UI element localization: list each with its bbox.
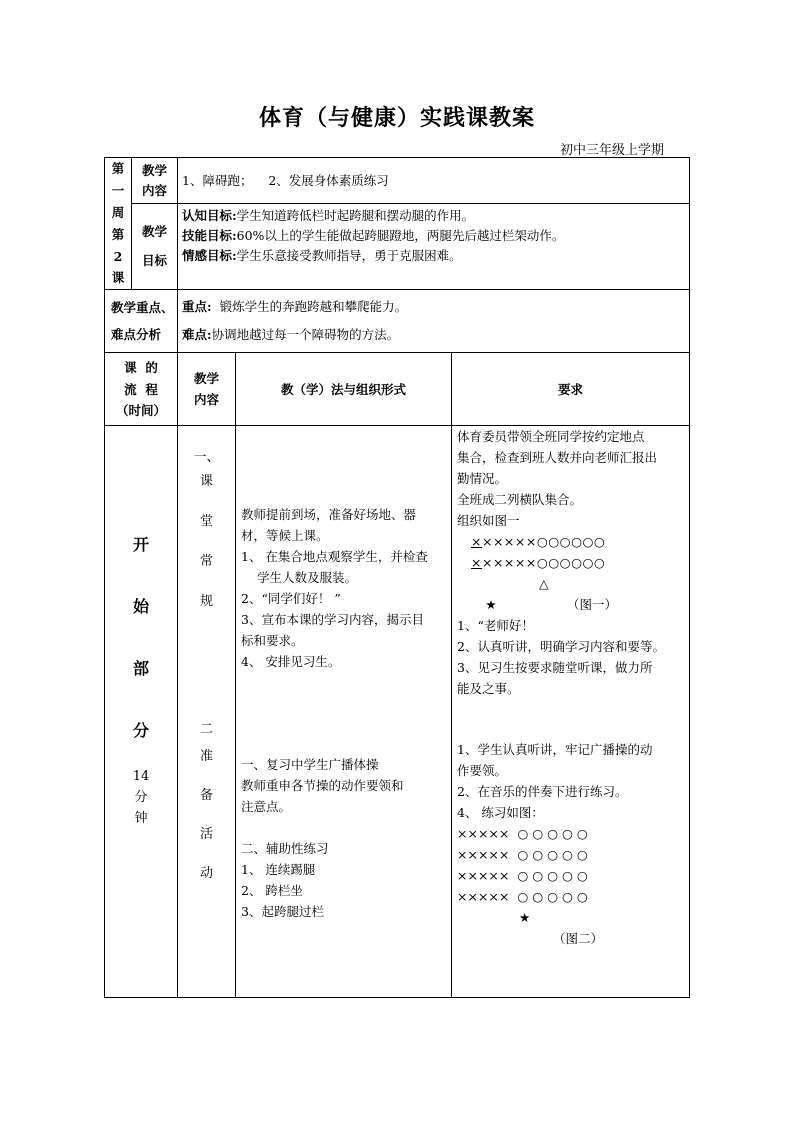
formation-row-2: ××××××○○○○○○: [471, 555, 606, 571]
formation-caption: ★ （图一）: [457, 594, 686, 615]
phase-name-cell: [105, 426, 178, 998]
content-row: [105, 158, 690, 204]
goal-label: 教学 目标: [132, 204, 178, 290]
keypoint-label: 教学重点、 难点分析: [105, 290, 178, 353]
goal-emotion: 情感目标:学生乐意接受教师指导，勇于克服困难。: [182, 248, 462, 264]
drill-row-1: ××××× ○ ○ ○ ○ ○: [457, 826, 588, 842]
section1-requirements: 体育委员带领全班同学按约定地点 集合，检查到班人数并向老师汇报出 勤情况。 全班成二列横队集合。 组织如图一 ××××××○○○○○○ ××××××○○○○○○ △ ★ （图一） 1、“老师好！ 2、认真听讲，明确学习内容和要等。 3、见习生按要求随堂听课，做力所 能及之事。: [457, 426, 686, 699]
section2-method: 一、复习中学生广播体操 教师重申各节操的动作要领和 注意点。 二、辅助性练习 1、 连续踢腿 2、 跨栏坐 3、起跨腿过栏: [241, 757, 404, 920]
teacher-marker: △: [539, 576, 549, 592]
goal-list: [178, 204, 690, 290]
keypoint-value: [178, 290, 690, 353]
phase-row: [105, 426, 690, 998]
goal-skill: 技能目标:60%以上的学生能做起跨腿蹬地，两腿先后越过栏架动作。: [182, 228, 565, 244]
goal-cognitive: 认知目标:学生知道跨低栏时起跨腿和摆动腿的作用。: [182, 208, 475, 224]
star-icon: ★: [485, 597, 497, 613]
goal-row: [105, 204, 690, 290]
header-row: [105, 353, 690, 426]
lesson-plan-table: [104, 157, 690, 998]
drill-caption: （图二）: [553, 931, 604, 947]
difficulty-point: 难点:协调地越过每一个障碍物的方法。: [182, 327, 400, 343]
page-title: 体育（与健康）实践课教案: [258, 105, 535, 131]
formation-row-1: ××××××○○○○○○: [471, 534, 606, 550]
section-titles-cell: [178, 426, 236, 998]
header-content: 教学 内容: [178, 353, 236, 426]
method-cell: [236, 426, 452, 998]
section2-requirements: 1、学生认真听讲，牢记广播操的动 作要领。 2、在音乐的伴奏下进行练习。 4、 练习如图： ××××× ○ ○ ○ ○ ○ ××××× ○ ○ ○ ○ ○ ××××× ○ ○ ○ ○ ○ ××××× ○ ○ ○ ○ ○ ★ （图二）: [457, 739, 686, 949]
phase-name: 开 始 部 分: [132, 535, 149, 741]
drill-row-2: ××××× ○ ○ ○ ○ ○: [457, 847, 588, 863]
key-point: 重点: 锻炼学生的奔跑跨越和攀爬能力。: [182, 298, 408, 314]
section2-title: 二 准 备 活 动: [199, 722, 213, 882]
keypoint-row: [105, 290, 690, 353]
drill-row-3: ××××× ○ ○ ○ ○ ○: [457, 868, 588, 884]
page-subtitle: 初中三年级上学期: [560, 143, 665, 158]
requirements-cell: [452, 426, 690, 998]
header-method: 教（学）法与组织形式: [236, 353, 452, 426]
week-lesson-cell: 第 一 周 第 2 课: [105, 158, 132, 290]
section1-title: 一、 课 堂 常 规: [193, 450, 220, 610]
section1-method: 教师提前到场，准备好场地、器 材，等候上课。 1、 在集合地点观察学生，并检查 学生人数及服装。 2、“同学们好！ ” 3、宣布本课的学习内容，揭示目 标和要求。 4、 安排见习生。: [241, 507, 428, 670]
phase-time: 14 分 钟: [132, 769, 150, 827]
header-process: 课 的 流 程 （时间）: [105, 353, 178, 426]
drill-row-4: ××××× ○ ○ ○ ○ ○: [457, 889, 588, 905]
content-label: 教学 内容: [132, 158, 178, 204]
header-requirements: 要求: [452, 353, 690, 426]
content-value: 1、障碍跑； 2、发展身体素质练习: [178, 158, 690, 204]
star-icon: ★: [519, 910, 531, 926]
